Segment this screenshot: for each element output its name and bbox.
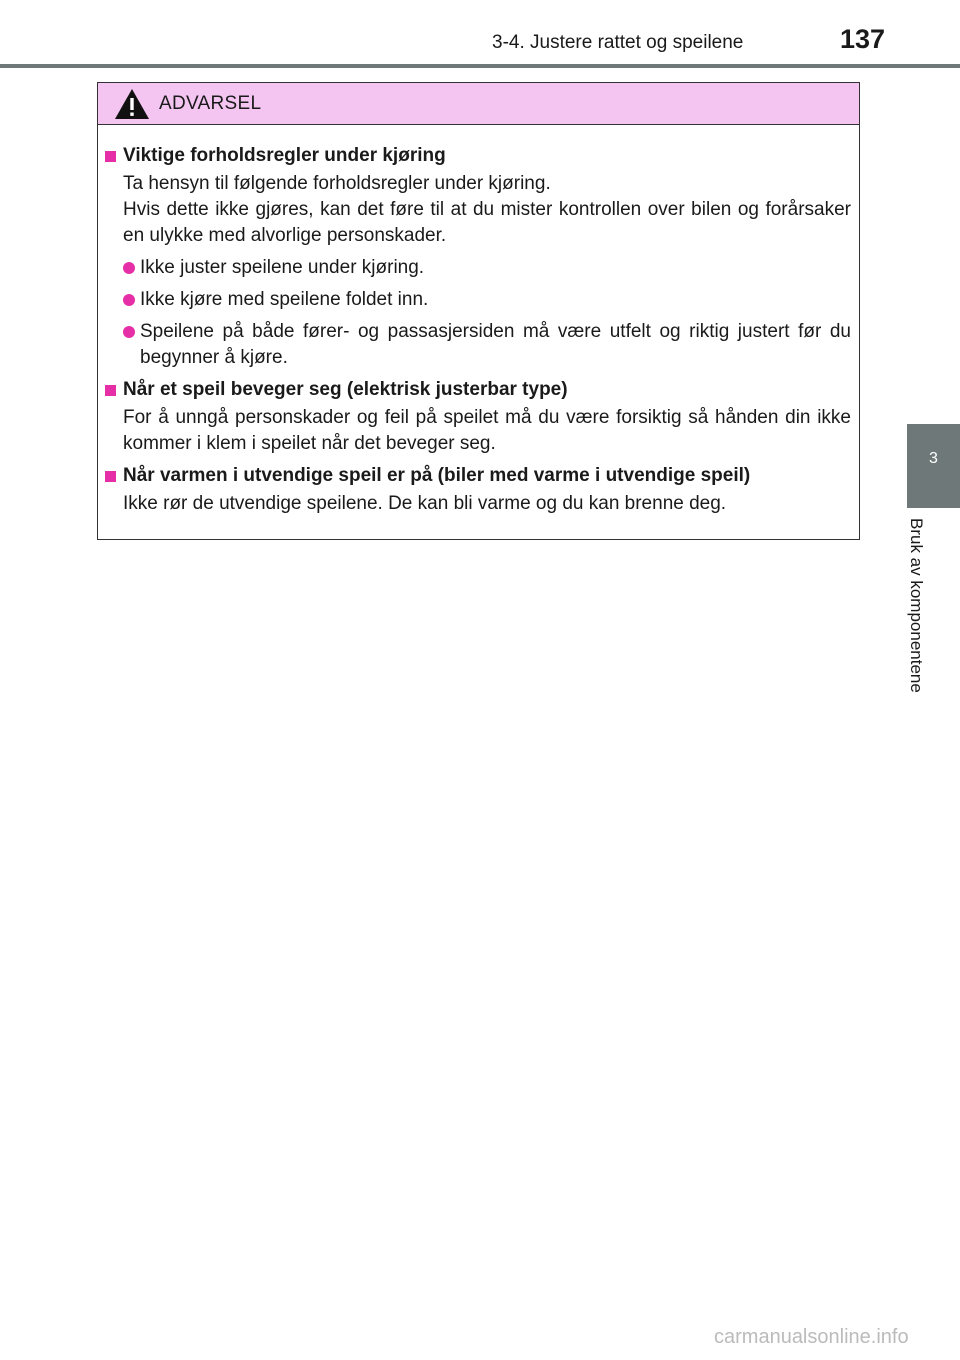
warning-section — [105, 143, 851, 371]
section-text — [123, 171, 851, 249]
paragraph-line: Hvis dette ikke gjøres, kan det føre til at du mister kontrollen over bilen og forårsaker en ulykke med alvorlige personskader. — [123, 199, 851, 246]
square-bullet-icon — [105, 151, 116, 162]
chapter-label-container — [907, 518, 940, 734]
chapter-label: Bruk av komponentene — [907, 518, 926, 693]
list-item-text: Ikke juster speilene under kjøring. — [140, 257, 425, 278]
warning-header — [98, 83, 859, 125]
circle-bullet-icon — [123, 262, 135, 274]
list-item — [123, 255, 851, 281]
chapter-number: 3 — [929, 450, 938, 467]
page-number: 137 — [840, 24, 886, 54]
warning-title: ADVARSEL — [159, 93, 262, 114]
section-heading-text: Når et speil beveger seg (elektrisk justerbar type) — [123, 379, 568, 400]
warning-triangle-icon — [114, 88, 150, 120]
section-heading — [105, 377, 851, 403]
bullet-list — [105, 255, 851, 371]
header-divider — [0, 64, 960, 68]
square-bullet-icon — [105, 385, 116, 396]
section-text — [123, 405, 851, 457]
list-item-text: Speilene på både fører- og passasjersiden må være utfelt og riktig justert før du begynner å kjøre. — [140, 321, 851, 368]
section-heading — [105, 463, 851, 489]
paragraph-line: Ta hensyn til følgende forholdsregler under kjøring. — [123, 173, 551, 194]
paragraph-line: Ikke rør de utvendige speilene. De kan bli varme og du kan brenne deg. — [123, 493, 727, 514]
warning-body — [98, 125, 859, 517]
warning-section — [105, 463, 851, 517]
section-title: 3-4. Justere rattet og speilene — [492, 32, 744, 53]
chapter-tab[interactable] — [907, 424, 960, 508]
section-heading-text: Viktige forholdsregler under kjøring — [123, 145, 446, 166]
section-heading — [105, 143, 851, 169]
list-item-text: Ikke kjøre med speilene foldet inn. — [140, 289, 429, 310]
section-text — [123, 491, 851, 517]
watermark: carmanualsonline.info — [714, 1326, 909, 1348]
list-item — [123, 319, 851, 371]
circle-bullet-icon — [123, 326, 135, 338]
circle-bullet-icon — [123, 294, 135, 306]
paragraph-line: For å unngå personskader og feil på speilet må du være forsiktig så hånden din ikke kommer i klem i speilet når det beveger seg. — [123, 407, 851, 454]
warning-box — [97, 82, 860, 540]
list-item — [123, 287, 851, 313]
section-heading-text: Når varmen i utvendige speil er på (biler med varme i utvendige speil) — [123, 465, 751, 486]
square-bullet-icon — [105, 471, 116, 482]
warning-section — [105, 377, 851, 457]
